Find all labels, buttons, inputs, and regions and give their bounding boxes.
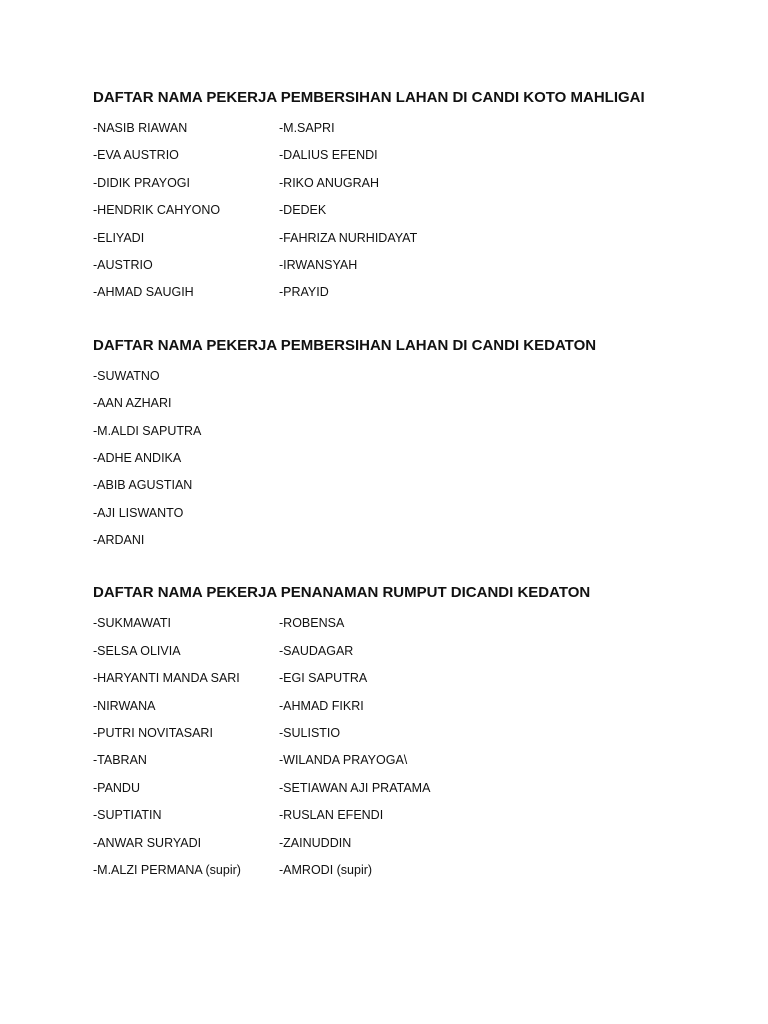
worker-name: -DALIUS EFENDI [279,148,378,163]
section-koto-mahligai [93,88,768,307]
worker-name: -PANDU [93,780,140,795]
worker-name: -SULISTIO [279,726,341,741]
worker-name: -RUSLAN EFENDI [279,808,384,823]
worker-name: -ROBENSA [279,616,345,631]
worker-name: -AMRODI (supir) [279,862,373,877]
worker-name: -IRWANSYAH [279,257,358,272]
worker-name: -TABRAN [93,753,147,768]
worker-name: -SUPTIATIN [93,808,162,823]
worker-name: -ELIYADI [93,230,145,245]
worker-name: -ADHE ANDIKA [93,450,182,465]
worker-name: -M.ALDI SAPUTRA [93,423,202,438]
worker-name: -AJI LISWANTO [93,505,184,520]
worker-name: -NASIB RIAWAN [93,121,188,135]
worker-name: -PRAYID [279,285,329,300]
worker-name: -DEDEK [279,203,327,218]
worker-name: -SETIAWAN AJI PRATAMA [279,780,431,795]
worker-name: -SAUDAGAR [279,643,354,658]
worker-name: -SUKMAWATI [93,616,172,631]
worker-name: -AAN AZHARI [93,396,172,411]
worker-name: -FAHRIZA NURHIDAYAT [279,230,418,245]
name-list [93,363,768,555]
worker-name: -M.ALZI PERMANA (supir) [93,862,241,877]
section-title: DAFTAR NAMA PEKERJA PENANAMAN RUMPUT DICANDI KEDATON [93,584,591,602]
worker-name: -DIDIK PRAYOGI [93,175,191,190]
worker-name: -NIRWANA [93,698,156,713]
worker-name: -EVA AUSTRIO [93,148,179,163]
worker-name: -PUTRI NOVITASARI [93,726,213,741]
worker-name: -SELSA OLIVIA [93,643,181,658]
section-kedaton-grass [93,583,768,884]
section-title: DAFTAR NAMA PEKERJA PEMBERSIHAN LAHAN DI CANDI KOTO MAHLIGAI [93,89,645,106]
worker-name: -ARDANI [93,533,145,548]
name-list [93,610,768,884]
worker-name: -ANWAR SURYADI [93,835,202,850]
worker-name: -AUSTRIO [93,257,153,272]
section-kedaton-cleaning [93,336,768,555]
worker-name: -AHMAD SAUGIH [93,285,194,300]
worker-name: -ABIB AGUSTIAN [93,478,193,493]
worker-name: -EGI SAPUTRA [279,671,368,686]
worker-name: -WILANDA PRAYOGA\ [279,753,408,768]
worker-name: -SUWATNO [93,368,160,383]
name-list [93,115,768,307]
worker-name: -AHMAD FIKRI [279,698,364,713]
worker-name: -HENDRIK CAHYONO [93,203,221,218]
section-title: DAFTAR NAMA PEKERJA PEMBERSIHAN LAHAN DI CANDI KEDATON [93,336,597,354]
worker-name: -HARYANTI MANDA SARI [93,671,240,686]
worker-name: -M.SAPRI [279,121,335,135]
worker-name: -RIKO ANUGRAH [279,175,380,190]
worker-name: -ZAINUDDIN [279,835,352,850]
